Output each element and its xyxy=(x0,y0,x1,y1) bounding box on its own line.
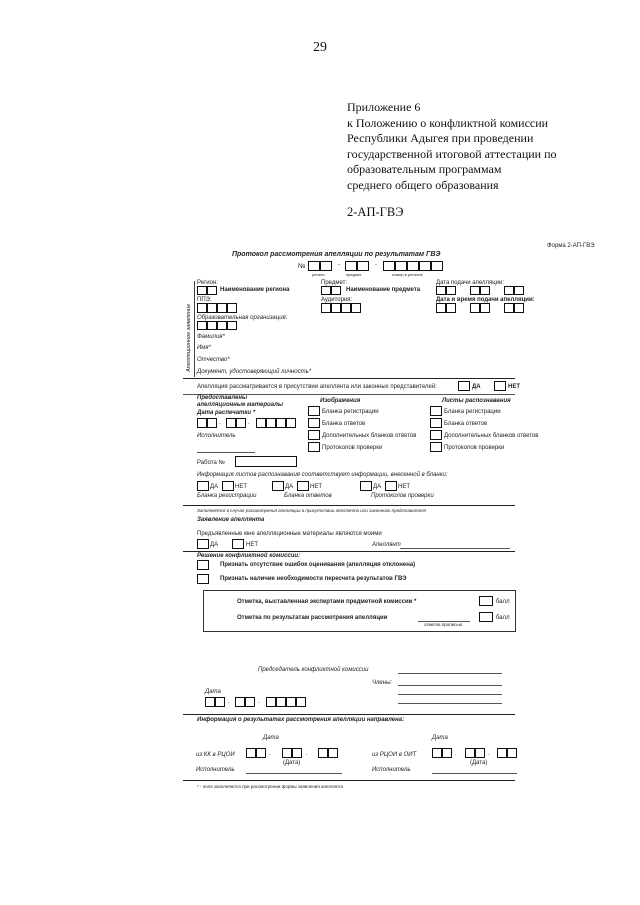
hour-cell[interactable] xyxy=(436,303,446,313)
date-cell[interactable] xyxy=(215,697,225,707)
print-date-label: Дата распечатки * xyxy=(197,410,256,416)
score-row2-label: Отметка по результатам рассмотрения апелляции xyxy=(237,615,388,621)
sent-date-cell[interactable] xyxy=(432,748,442,758)
print-checkbox[interactable] xyxy=(430,430,442,440)
ppe-cell[interactable] xyxy=(207,303,217,313)
recognition-heading: Информация листов распознавания соответствует информации, внесенной в бланки: xyxy=(197,472,448,478)
to-rcoi-label: из КК в РЦОИ xyxy=(196,752,235,758)
print-date-cell[interactable] xyxy=(226,418,236,428)
score-sub-label: отметка прописью xyxy=(424,622,463,627)
appendix-caption xyxy=(347,100,617,193)
region-cell[interactable] xyxy=(197,286,207,295)
region-name: Наименование региона xyxy=(220,287,290,293)
score-right2: балл xyxy=(496,615,510,621)
ppe-cell[interactable] xyxy=(197,303,207,313)
hour-label: Дата и время подачи апелляции: xyxy=(436,297,535,303)
date-cell[interactable] xyxy=(205,697,215,707)
print-date-cell[interactable] xyxy=(256,418,266,428)
appendix-line: среднего общего образования xyxy=(347,177,499,192)
region-caption: Регион: xyxy=(197,280,218,286)
sent-date-cell[interactable] xyxy=(246,748,256,758)
presence-no-checkbox[interactable] xyxy=(494,381,506,391)
sent-date-cell[interactable] xyxy=(292,748,302,758)
print-date-cell[interactable] xyxy=(286,418,296,428)
number-sublabel: регион xyxy=(312,272,325,277)
recog-yes-label: ДА xyxy=(373,484,382,490)
print-checkbox[interactable] xyxy=(430,442,442,452)
recog-yes-label: ДА xyxy=(210,484,219,490)
number-cell[interactable] xyxy=(419,261,431,271)
image-checkbox[interactable] xyxy=(308,442,320,452)
date-cell[interactable] xyxy=(245,697,255,707)
sent-date-sub: (Дата) xyxy=(283,760,301,766)
fill-note: Заполняется в случае рассмотрения апелляции в присутствии апеллянта или законного представителя xyxy=(197,508,426,513)
print-item: Дополнительных бланков ответов xyxy=(444,433,539,439)
print-date-cell[interactable] xyxy=(266,418,276,428)
recog-no-label: НЕТ xyxy=(310,484,322,490)
org-cell[interactable] xyxy=(197,321,207,330)
sent-heading: Информация о результатах рассмотрения апелляции направлена: xyxy=(197,717,405,723)
recog-no-checkbox[interactable] xyxy=(222,481,234,491)
score-row1-label: Отметка, выставленная экспертами предметной комиссии * xyxy=(237,599,417,605)
exam-date-label: Дата подачи апелляции: xyxy=(436,280,505,286)
hour-cell[interactable] xyxy=(480,303,490,313)
audience-cell[interactable] xyxy=(321,303,331,313)
materials-heading: Предоставлены апелляционные материалы xyxy=(197,395,283,408)
score-frame xyxy=(203,590,516,632)
recog-caption: Протоколов проверки xyxy=(371,493,434,499)
org-cell[interactable] xyxy=(227,321,237,330)
patronymic-label: Отчество* xyxy=(197,357,230,363)
hour-cell[interactable] xyxy=(446,303,456,313)
print-item: Протоколов проверки xyxy=(444,445,505,451)
image-item: Протоколов проверки xyxy=(322,445,383,451)
footnote: * - поля заполняются при рассмотрении формы заявления апеллянта xyxy=(197,784,343,789)
date-cell[interactable] xyxy=(276,697,286,707)
name-label: Имя* xyxy=(197,345,211,351)
print-checkbox[interactable] xyxy=(430,406,442,416)
appendix-line: образовательным программам xyxy=(347,162,502,176)
date-cell[interactable] xyxy=(436,286,446,295)
image-item: Бланка регистрации xyxy=(322,409,379,415)
print-date-cell[interactable] xyxy=(236,418,246,428)
presence-no-label: НЕТ xyxy=(508,384,520,390)
hour-cell[interactable] xyxy=(514,303,524,313)
number-cell[interactable] xyxy=(320,261,332,271)
ppe-label: ППЭ: xyxy=(197,297,212,303)
sent-date-cell[interactable] xyxy=(318,748,328,758)
image-item: Дополнительных бланков ответов xyxy=(322,433,417,439)
images-heading: Изображения xyxy=(320,398,361,404)
decision-heading: Решение конфликтной комиссии: xyxy=(197,553,301,559)
recog-caption: Бланка регистрации xyxy=(197,493,257,499)
date-cell[interactable] xyxy=(446,286,456,295)
date-cell[interactable] xyxy=(286,697,296,707)
score-right1: балл xyxy=(496,599,510,605)
side-label: Апелляционное заявление xyxy=(186,303,192,372)
id-doc-label: Документ, удостоверяющий личность* xyxy=(197,369,312,375)
form-title: Протокол рассмотрения апелляции по результатам ГВЭ xyxy=(232,251,441,258)
number-cell[interactable] xyxy=(407,261,419,271)
recog-no-checkbox[interactable] xyxy=(297,481,309,491)
sent-date-cell[interactable] xyxy=(465,748,475,758)
number-sublabel: предмет xyxy=(346,272,362,277)
presence-yes-label: ДА xyxy=(472,384,481,390)
recog-yes-checkbox[interactable] xyxy=(272,481,284,491)
hour-cell[interactable] xyxy=(504,303,514,313)
sent-date-sub: (Дата) xyxy=(470,760,488,766)
appendix-line: Приложение 6 xyxy=(347,100,421,114)
sent-date-cell[interactable] xyxy=(507,748,517,758)
materials-performer-label: Исполнитель xyxy=(197,433,236,439)
ppe-cell[interactable] xyxy=(227,303,237,313)
date-cell[interactable] xyxy=(235,697,245,707)
number-cell[interactable] xyxy=(383,261,395,271)
image-checkbox[interactable] xyxy=(308,430,320,440)
applicant-text: Предъявленные мне апелляционные материалы являются моими xyxy=(197,531,382,537)
applicant-yes-label: ДА xyxy=(210,542,219,548)
appendix-line: Республики Адыгея при проведении xyxy=(347,131,534,145)
recog-no-checkbox[interactable] xyxy=(385,481,397,491)
image-checkbox[interactable] xyxy=(308,418,320,428)
org-label: Образовательная организация: xyxy=(197,315,288,321)
print-date-cell[interactable] xyxy=(207,418,217,428)
date-cell[interactable] xyxy=(470,286,480,295)
org-cell[interactable] xyxy=(217,321,227,330)
date-cell[interactable] xyxy=(266,697,276,707)
org-cell[interactable] xyxy=(207,321,217,330)
appendix-line: к Положению о конфликтной комиссии xyxy=(347,115,549,130)
recog-yes-checkbox[interactable] xyxy=(360,481,372,491)
subject-cell[interactable] xyxy=(321,286,331,295)
decision-recount-checkbox[interactable] xyxy=(197,574,209,584)
date-cell[interactable] xyxy=(296,697,306,707)
number-cell[interactable] xyxy=(345,261,357,271)
sent-date-col: Дата xyxy=(263,735,279,741)
audience-cell[interactable] xyxy=(351,303,361,313)
applicant-no-checkbox[interactable] xyxy=(232,539,244,549)
print-date-cell[interactable] xyxy=(276,418,286,428)
score-appeal-input[interactable] xyxy=(479,612,493,622)
sent-performer-label: Исполнитель xyxy=(196,767,235,773)
presence-yes-checkbox[interactable] xyxy=(458,381,470,391)
sent-date-cell[interactable] xyxy=(475,748,485,758)
number-cell[interactable] xyxy=(308,261,320,271)
form-code: 2-АП-ГВЭ xyxy=(347,205,404,219)
image-checkbox[interactable] xyxy=(308,406,320,416)
applicant-sign-label: Апеллянт xyxy=(372,542,401,548)
number-label: № xyxy=(298,263,306,270)
sent-date-cell[interactable] xyxy=(442,748,452,758)
date-cell[interactable] xyxy=(480,286,490,295)
appendix-line: государственной итоговой аттестации по xyxy=(347,146,557,161)
presence-text: Апелляция рассматривается в присутствии апеллянта или законных представителей: xyxy=(197,384,437,390)
to-ppe-label: из РЦОИ в ОИТ xyxy=(372,752,417,758)
sent-date-cell[interactable] xyxy=(256,748,266,758)
sent-performer2-label: Исполнитель xyxy=(372,767,411,773)
score-expert-input[interactable] xyxy=(479,596,493,606)
members-label: Члены: xyxy=(372,680,393,686)
audience-cell[interactable] xyxy=(331,303,341,313)
print-item: Бланка регистрации xyxy=(444,409,501,415)
number-cell[interactable] xyxy=(431,261,443,271)
image-item: Бланка ответов xyxy=(322,421,366,427)
audience-cell[interactable] xyxy=(341,303,351,313)
recog-no-label: НЕТ xyxy=(398,484,410,490)
page-number: 29 xyxy=(313,40,327,55)
recog-yes-checkbox[interactable] xyxy=(197,481,209,491)
applicant-yes-checkbox[interactable] xyxy=(197,539,209,549)
applicant-no-label: НЕТ xyxy=(246,542,258,548)
work-number-input[interactable] xyxy=(235,456,297,467)
decision-reject-label: Признать отсутствие ошибок оценивания (апелляция отклонена) xyxy=(220,562,416,568)
decision-reject-checkbox[interactable] xyxy=(197,560,209,570)
print-checkbox[interactable] xyxy=(430,418,442,428)
audience-label: Аудитория: xyxy=(321,297,353,303)
surname-label: Фамилия* xyxy=(197,334,225,340)
sent-date-cell[interactable] xyxy=(282,748,292,758)
date-cell[interactable] xyxy=(504,286,514,295)
date-cell[interactable] xyxy=(514,286,524,295)
form-corner-code: Форма 2-АП-ГВЭ xyxy=(547,243,595,249)
subject-caption: Предмет: xyxy=(321,280,348,286)
subject-cell[interactable] xyxy=(331,286,341,295)
number-sublabel: номер в регионе xyxy=(392,272,423,277)
region-cell[interactable] xyxy=(207,286,217,295)
print-date-cell[interactable] xyxy=(197,418,207,428)
chair-label: Председатель конфликтной комиссии xyxy=(258,667,369,673)
recog-caption: Бланка ответов xyxy=(284,493,332,499)
work-label: Работа № xyxy=(197,460,225,466)
sent-date-cell[interactable] xyxy=(497,748,507,758)
subject-name: Наименование предмета xyxy=(346,287,421,293)
date-label: Дата xyxy=(205,689,221,695)
sent-date-cell[interactable] xyxy=(328,748,338,758)
prints-heading: Листы распознавания xyxy=(442,398,511,404)
sent-date-col: Дата xyxy=(432,735,448,741)
ppe-cell[interactable] xyxy=(217,303,227,313)
recog-no-label: НЕТ xyxy=(235,484,247,490)
recog-yes-label: ДА xyxy=(285,484,294,490)
print-item: Бланка ответов xyxy=(444,421,488,427)
applicant-heading: Заявление апеллянта xyxy=(197,517,265,523)
decision-recount-label: Признать наличие необходимости пересчета результатов ГВЭ xyxy=(220,576,407,582)
number-cell[interactable] xyxy=(357,261,369,271)
number-cell[interactable] xyxy=(395,261,407,271)
hour-cell[interactable] xyxy=(470,303,480,313)
